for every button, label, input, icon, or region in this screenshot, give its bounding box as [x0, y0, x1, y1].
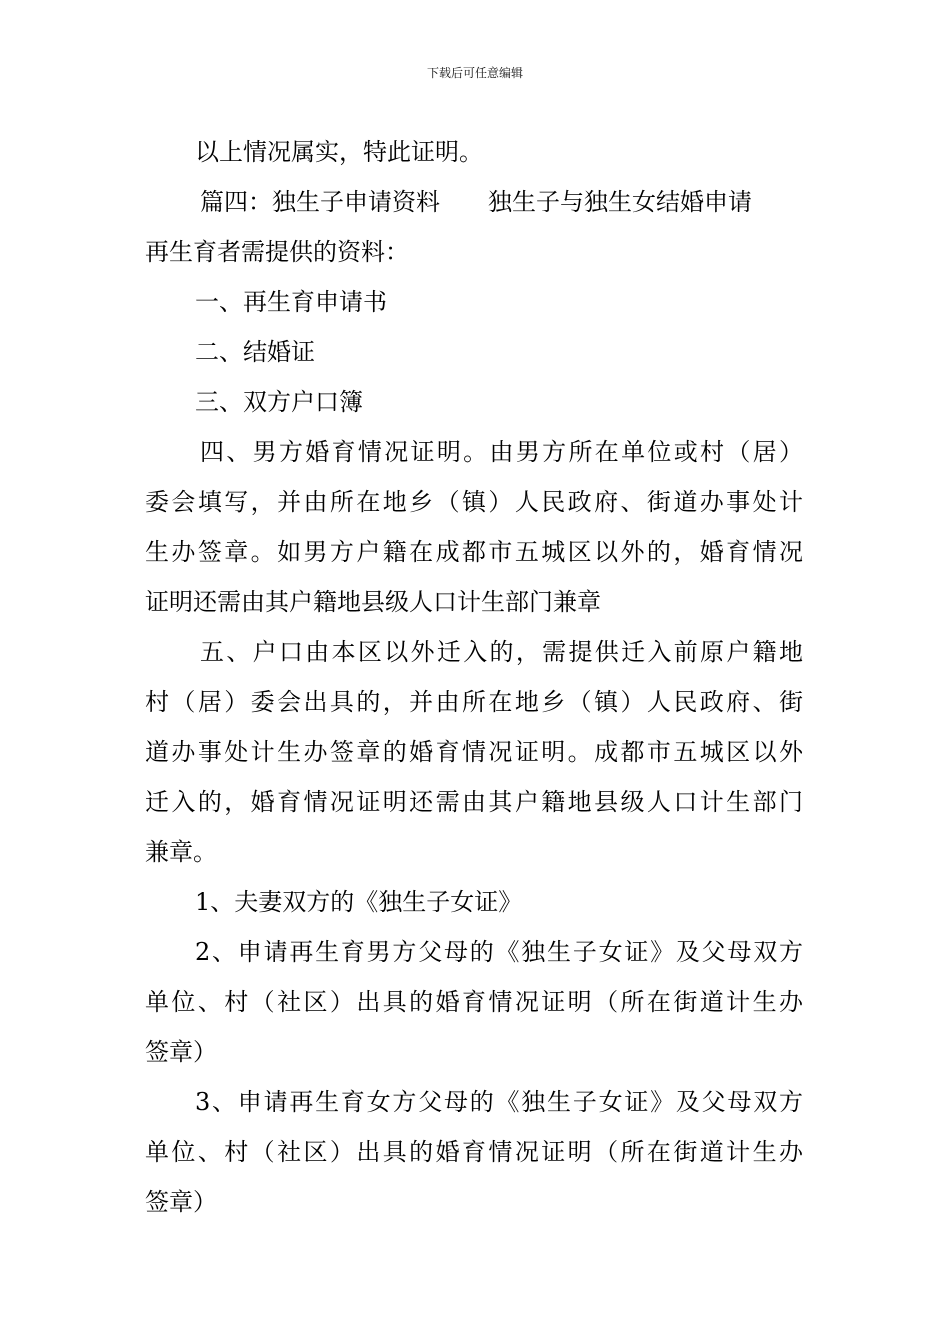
- section-heading-line: [145, 177, 815, 227]
- list-item: 3、申请再生育女方父母的《独生子女证》及父母双方: [195, 1088, 803, 1116]
- paragraph-line: 以上情况属实，特此证明。: [195, 138, 483, 166]
- paragraph-line: 再生育者需提供的资料：: [145, 238, 409, 266]
- document-body: [145, 127, 815, 1227]
- paragraph-line: 村（居）委会出具的，并由所在地乡（镇）人民政府、街: [145, 688, 803, 716]
- list-item: 1、夫妻双方的《独生子女证》: [195, 888, 523, 916]
- paragraph-line: 道办事处计生办签章的婚育情况证明。成都市五城区以外: [145, 738, 803, 766]
- list-item: 五、户口由本区以外迁入的，需提供迁入前原户籍地: [200, 638, 803, 666]
- list-item: 二、结婚证: [195, 338, 315, 366]
- paragraph-line: 签章）: [145, 1038, 217, 1066]
- paragraph-line: 委会填写，并由所在地乡（镇）人民政府、街道办事处计: [145, 488, 803, 516]
- paragraph-line: 单位、村（社区）出具的婚育情况证明（所在街道计生办: [145, 988, 803, 1016]
- paragraph-line: 迁入的，婚育情况证明还需由其户籍地县级人口计生部门: [145, 788, 803, 816]
- list-item: 2、申请再生育男方父母的《独生子女证》及父母双方: [195, 938, 803, 966]
- paragraph-line: 生办签章。如男方户籍在成都市五城区以外的，婚育情况: [145, 538, 803, 566]
- section-subtitle: 独生子与独生女结婚申请: [488, 188, 752, 216]
- list-item: 一、再生育申请书: [195, 288, 387, 316]
- paragraph-line: 签章）: [145, 1188, 217, 1216]
- list-item: 四、男方婚育情况证明。由男方所在单位或村（居）: [200, 438, 803, 466]
- page-header-note: 下载后可任意编辑: [426, 66, 523, 80]
- paragraph-line: 单位、村（社区）出具的婚育情况证明（所在街道计生办: [145, 1138, 803, 1166]
- list-item: 三、双方户口簿: [195, 388, 363, 416]
- section-heading: 篇四：独生子申请资料: [200, 188, 440, 216]
- paragraph-line: 兼章。: [145, 838, 217, 866]
- paragraph-line: 证明还需由其户籍地县级人口计生部门兼章: [145, 588, 601, 616]
